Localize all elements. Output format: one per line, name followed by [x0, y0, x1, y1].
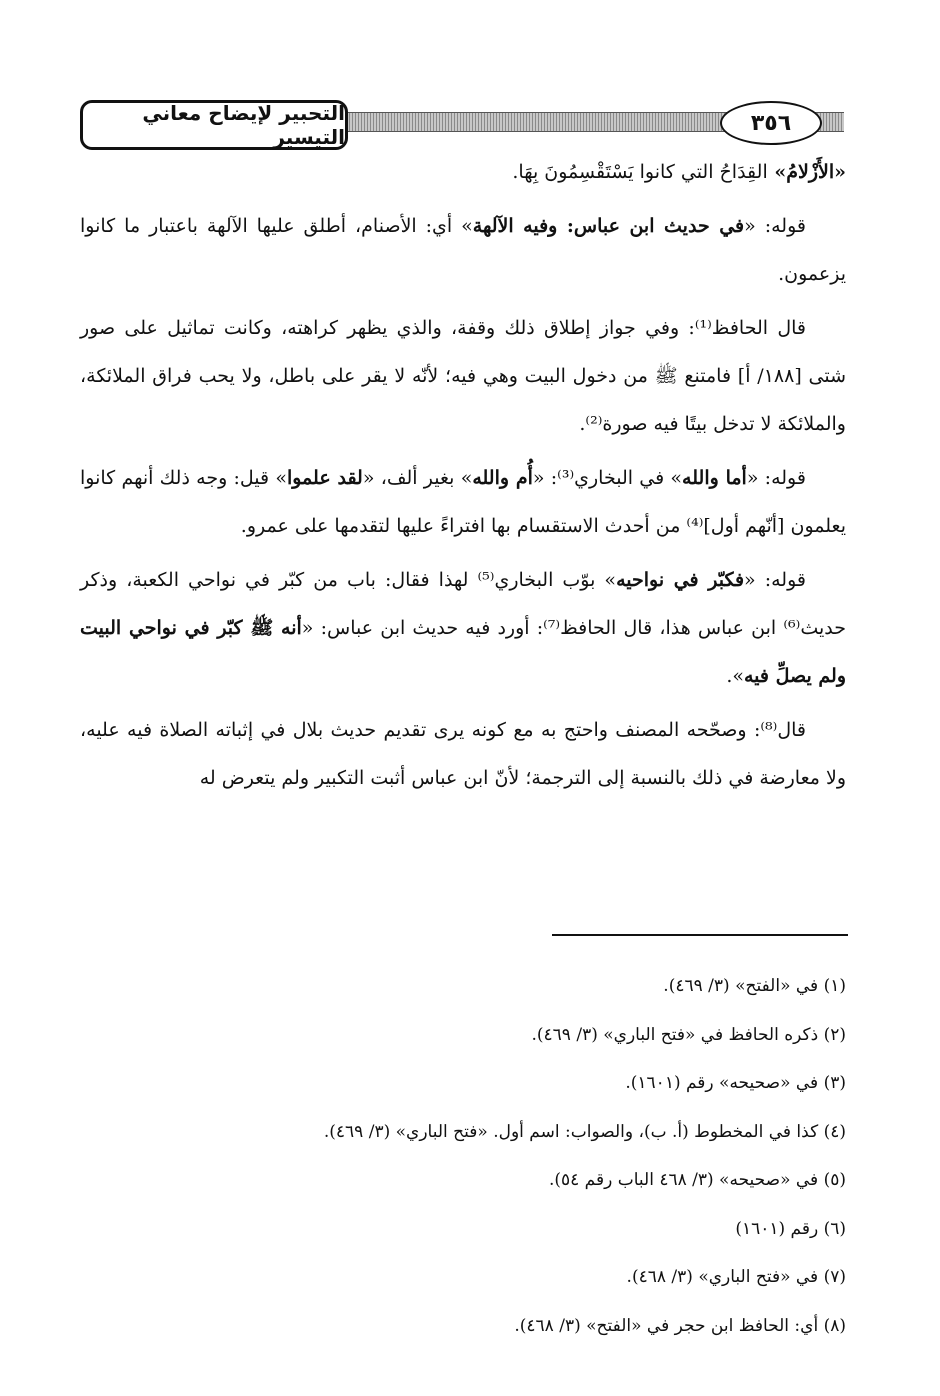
paragraph-3 [80, 454, 846, 550]
text-segment: » بوّب البخاري⁽⁵⁾ لهذا فقال: باب من كبّر في نواحي الكعبة، وذكر حديث⁽⁶⁾ ابن عباس هذا، قال الحافظ⁽⁷⁾: أورد فيه حديث ابن عباس: « [80, 569, 846, 639]
text-segment: أنه ﷺ كبّر في نواحي البيت ولم يصلِّ فيه [80, 617, 846, 687]
paragraph-2 [80, 304, 846, 448]
text-segment: » بغير ألف، « [362, 467, 473, 489]
footnotes [80, 962, 846, 1350]
text-segment: » في البخاري⁽³⁾: « [532, 467, 683, 489]
text-segment: في حديث ابن عباس: وفيه الآلهة [472, 215, 745, 237]
paragraph-5 [80, 706, 846, 802]
text-segment: قوله: « [746, 467, 806, 489]
footnote-2: (٢) ذكره الحافظ في «فتح الباري» (٣/ ٤٦٩). [531, 1024, 846, 1045]
footnote-5: (٥) في «صحيحه» (٣/ ٤٦٨ الباب رقم ٥٤). [548, 1170, 846, 1190]
footnote-3: (٣) في «صحيحه» رقم (١٦٠١). [625, 1073, 846, 1093]
text-segment: «الأَزْلامُ» [767, 161, 846, 183]
footnote-7: (٧) في «فتح الباري» (٣/ ٤٦٨). [626, 1267, 846, 1287]
text-segment: قال⁽⁸⁾: وصحّحه المصنف واحتج به مع كونه يرى تقديم حديث بلال في إثباته الصلاة فيه عليه، ولا معارضة في ذلك بالنسبة إلى الترجمة؛ لأنّ ابن عباس أثبت التكبير ولم يتعرض له [80, 719, 846, 789]
main-text [80, 148, 846, 808]
page-number-text: ٣٥٦ [750, 110, 792, 136]
text-segment: ». [726, 665, 744, 687]
text-segment: قوله: « [744, 215, 806, 237]
text-segment: لقد علموا [286, 467, 363, 489]
paragraph-1 [80, 202, 846, 298]
text-segment: أُم والله [472, 467, 533, 489]
text-segment: أما والله [682, 467, 747, 489]
book-title-text: التحبير لإيضاح معاني التيسير [142, 101, 345, 149]
text-segment: القِدَاحُ التي كانوا يَسْتَقْسِمُونَ بِهَا. [512, 161, 768, 183]
footnote-separator [552, 934, 848, 936]
page-number-oval [720, 101, 822, 145]
paragraph-4 [80, 556, 846, 700]
text-segment: فكبّر في نواحيه [616, 569, 745, 591]
footnote-6: (٦) رقم (١٦٠١) [735, 1218, 846, 1239]
running-header-book-title [80, 100, 348, 150]
paragraph-0 [80, 148, 846, 196]
text-segment: » أي: الأصنام، أطلق عليها الآلهة باعتبار ما كانوا يزعمون. [80, 215, 846, 285]
footnote-8: (٨) أي: الحافظ ابن حجر في «الفتح» (٣/ ٤٦٨). [514, 1315, 846, 1336]
text-segment: » قيل: وجه ذلك أنهم كانوا يعلمون [أنّهم أول]⁽⁴⁾ من أحدث الاستقسام بها افتراءً عليها لتقدمها على عمرو. [80, 467, 846, 537]
text-segment: قال الحافظ⁽¹⁾: وفي جواز إطلاق ذلك وقفة، والذي يظهر كراهته، وكانت تماثيل على صور شتى [١٨٨/ أ] فامتنع ﷺ من دخول البيت وهي فيه؛ لأنّه لا يقر على باطل، ولا يحب فراق الملائكة، والملائكة لا تدخل بيتًا فيه صورة⁽²⁾. [80, 317, 846, 435]
footnote-1: (١) في «الفتح» (٣/ ٤٦٩). [663, 976, 846, 996]
footnote-4: (٤) كذا في المخطوط (أ. ب)، والصواب: اسم أول. «فتح الباري» (٣/ ٤٦٩). [323, 1121, 846, 1142]
text-segment: قوله: « [744, 569, 806, 591]
